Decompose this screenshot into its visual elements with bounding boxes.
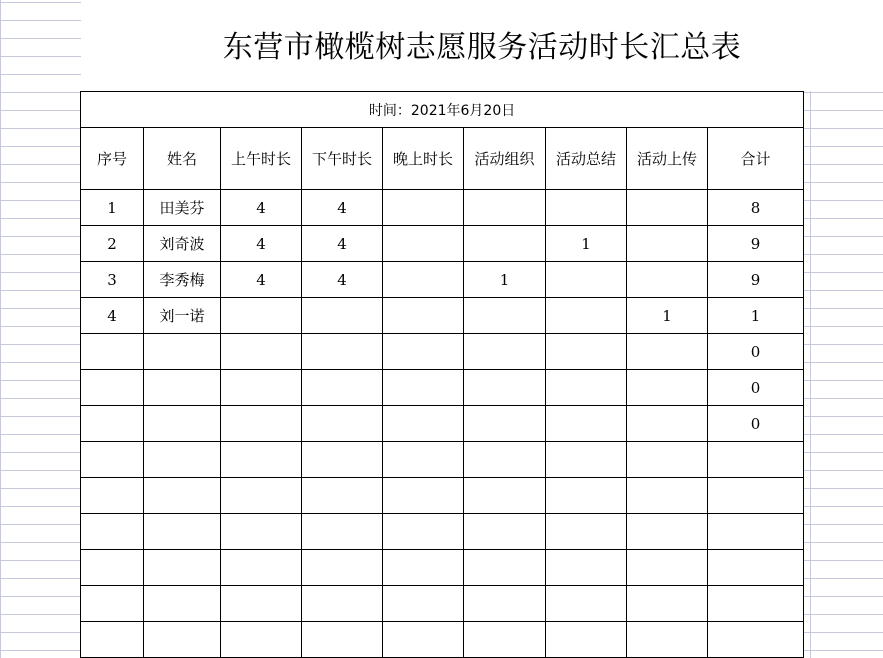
column-header[interactable]: 活动上传: [627, 128, 708, 190]
table-cell[interactable]: 1: [464, 262, 546, 298]
column-header[interactable]: 上午时长: [221, 128, 302, 190]
table-cell[interactable]: [383, 514, 464, 550]
table-cell[interactable]: [627, 334, 708, 370]
table-cell[interactable]: [546, 478, 627, 514]
table-cell[interactable]: [546, 334, 627, 370]
table-cell[interactable]: [546, 622, 627, 658]
table-cell[interactable]: [383, 550, 464, 586]
table-cell[interactable]: [81, 478, 144, 514]
table-cell[interactable]: [627, 478, 708, 514]
table-cell[interactable]: [383, 586, 464, 622]
table-cell[interactable]: [221, 586, 302, 622]
table-cell[interactable]: [383, 298, 464, 334]
table-cell[interactable]: 4: [302, 226, 383, 262]
table-row: [81, 514, 804, 550]
name-cell[interactable]: 田美芬: [144, 190, 221, 226]
total-cell[interactable]: [708, 622, 804, 658]
table-cell[interactable]: [383, 262, 464, 298]
table-cell[interactable]: [81, 550, 144, 586]
column-header[interactable]: 合计: [708, 128, 804, 190]
table-cell[interactable]: 4: [81, 298, 144, 334]
column-header[interactable]: 活动组织: [464, 128, 546, 190]
table-row: [81, 190, 804, 226]
table-cell[interactable]: [302, 622, 383, 658]
table-cell[interactable]: [627, 550, 708, 586]
table-row: [81, 262, 804, 298]
table-cell[interactable]: [221, 622, 302, 658]
table-cell[interactable]: [464, 226, 546, 262]
column-header[interactable]: 序号: [81, 128, 144, 190]
table-cell[interactable]: [546, 550, 627, 586]
table-row: [81, 406, 804, 442]
table-cell[interactable]: [221, 514, 302, 550]
name-cell[interactable]: [144, 550, 221, 586]
table-row: [81, 226, 804, 262]
table-row: [81, 622, 804, 658]
table-cell[interactable]: [546, 262, 627, 298]
column-header[interactable]: 晚上时长: [383, 128, 464, 190]
table-cell[interactable]: [81, 442, 144, 478]
table-cell[interactable]: [627, 514, 708, 550]
summary-sheet: [80, 91, 803, 658]
table-cell[interactable]: [627, 226, 708, 262]
table-cell[interactable]: [383, 406, 464, 442]
table-cell[interactable]: [464, 586, 546, 622]
table-cell[interactable]: 1: [81, 190, 144, 226]
table-cell[interactable]: [383, 478, 464, 514]
table-cell[interactable]: [221, 406, 302, 442]
total-cell[interactable]: 8: [708, 190, 804, 226]
table-cell[interactable]: [546, 190, 627, 226]
table-cell[interactable]: [464, 370, 546, 406]
table-cell[interactable]: [627, 262, 708, 298]
table-cell[interactable]: [383, 442, 464, 478]
name-cell[interactable]: [144, 478, 221, 514]
column-header[interactable]: 下午时长: [302, 128, 383, 190]
table-cell[interactable]: [464, 298, 546, 334]
table-cell[interactable]: [546, 442, 627, 478]
total-cell[interactable]: [708, 586, 804, 622]
table-cell[interactable]: 4: [221, 190, 302, 226]
table-row: [81, 334, 804, 370]
table-cell[interactable]: [464, 190, 546, 226]
table-cell[interactable]: [302, 334, 383, 370]
total-cell[interactable]: [708, 514, 804, 550]
table-cell[interactable]: 3: [81, 262, 144, 298]
table-cell[interactable]: [302, 514, 383, 550]
table-cell[interactable]: [221, 370, 302, 406]
table-cell[interactable]: [464, 550, 546, 586]
table-cell[interactable]: [302, 550, 383, 586]
table-cell[interactable]: [383, 370, 464, 406]
table-row: [81, 550, 804, 586]
table-cell[interactable]: 4: [221, 226, 302, 262]
name-cell[interactable]: 李秀梅: [144, 262, 221, 298]
name-cell[interactable]: [144, 622, 221, 658]
table-cell[interactable]: [383, 190, 464, 226]
table-cell[interactable]: [464, 442, 546, 478]
table-cell[interactable]: [81, 334, 144, 370]
table-cell[interactable]: [81, 622, 144, 658]
table-cell[interactable]: [81, 586, 144, 622]
name-cell[interactable]: [144, 334, 221, 370]
table-cell[interactable]: [302, 406, 383, 442]
table-cell[interactable]: [546, 406, 627, 442]
table-row: [81, 478, 804, 514]
name-cell[interactable]: [144, 514, 221, 550]
table-cell[interactable]: [627, 370, 708, 406]
name-cell[interactable]: 刘奇波: [144, 226, 221, 262]
table-cell[interactable]: [546, 586, 627, 622]
sheet-title: 东营市橄榄树志愿服务活动时长汇总表: [222, 30, 742, 65]
table-cell[interactable]: 2: [81, 226, 144, 262]
table-cell[interactable]: [627, 586, 708, 622]
table-cell[interactable]: [81, 406, 144, 442]
table-row: [81, 442, 804, 478]
column-header[interactable]: 姓名: [144, 128, 221, 190]
table-cell[interactable]: [302, 298, 383, 334]
total-cell[interactable]: 9: [708, 262, 804, 298]
summary-table: [80, 91, 804, 658]
table-cell[interactable]: [546, 298, 627, 334]
table-cell[interactable]: [383, 622, 464, 658]
table-cell[interactable]: [627, 442, 708, 478]
total-cell[interactable]: 0: [708, 406, 804, 442]
total-cell[interactable]: 1: [708, 298, 804, 334]
total-cell[interactable]: [708, 442, 804, 478]
name-cell[interactable]: 刘一诺: [144, 298, 221, 334]
table-cell[interactable]: [383, 334, 464, 370]
name-cell[interactable]: [144, 406, 221, 442]
table-cell[interactable]: [221, 334, 302, 370]
table-cell[interactable]: [627, 190, 708, 226]
table-cell[interactable]: [221, 550, 302, 586]
total-cell[interactable]: 0: [708, 334, 804, 370]
table-cell[interactable]: [302, 442, 383, 478]
table-row: [81, 370, 804, 406]
header-row: [81, 128, 804, 190]
total-cell[interactable]: 0: [708, 370, 804, 406]
table-cell[interactable]: 4: [221, 262, 302, 298]
table-cell[interactable]: 4: [302, 262, 383, 298]
table-cell[interactable]: [546, 514, 627, 550]
table-cell[interactable]: [464, 622, 546, 658]
date-cell[interactable]: 时间：2021年6月20日: [81, 92, 804, 128]
name-cell[interactable]: [144, 370, 221, 406]
table-cell[interactable]: [81, 514, 144, 550]
table-cell[interactable]: [464, 514, 546, 550]
table-cell[interactable]: [221, 298, 302, 334]
table-cell[interactable]: [627, 622, 708, 658]
table-row: [81, 298, 804, 334]
table-cell[interactable]: [221, 478, 302, 514]
table-cell[interactable]: [546, 370, 627, 406]
table-cell[interactable]: [81, 370, 144, 406]
table-cell[interactable]: [302, 586, 383, 622]
table-row: [81, 586, 804, 622]
table-cell[interactable]: 4: [302, 190, 383, 226]
table-cell[interactable]: [464, 478, 546, 514]
total-cell[interactable]: [708, 550, 804, 586]
table-cell[interactable]: [302, 370, 383, 406]
table-cell[interactable]: [302, 478, 383, 514]
table-cell[interactable]: [383, 226, 464, 262]
table-cell[interactable]: [627, 406, 708, 442]
table-cell[interactable]: [221, 442, 302, 478]
table-cell[interactable]: [464, 334, 546, 370]
name-cell[interactable]: [144, 442, 221, 478]
table-cell[interactable]: 1: [627, 298, 708, 334]
name-cell[interactable]: [144, 586, 221, 622]
table-cell[interactable]: 1: [546, 226, 627, 262]
total-cell[interactable]: [708, 478, 804, 514]
table-cell[interactable]: [464, 406, 546, 442]
column-header[interactable]: 活动总结: [546, 128, 627, 190]
total-cell[interactable]: 9: [708, 226, 804, 262]
